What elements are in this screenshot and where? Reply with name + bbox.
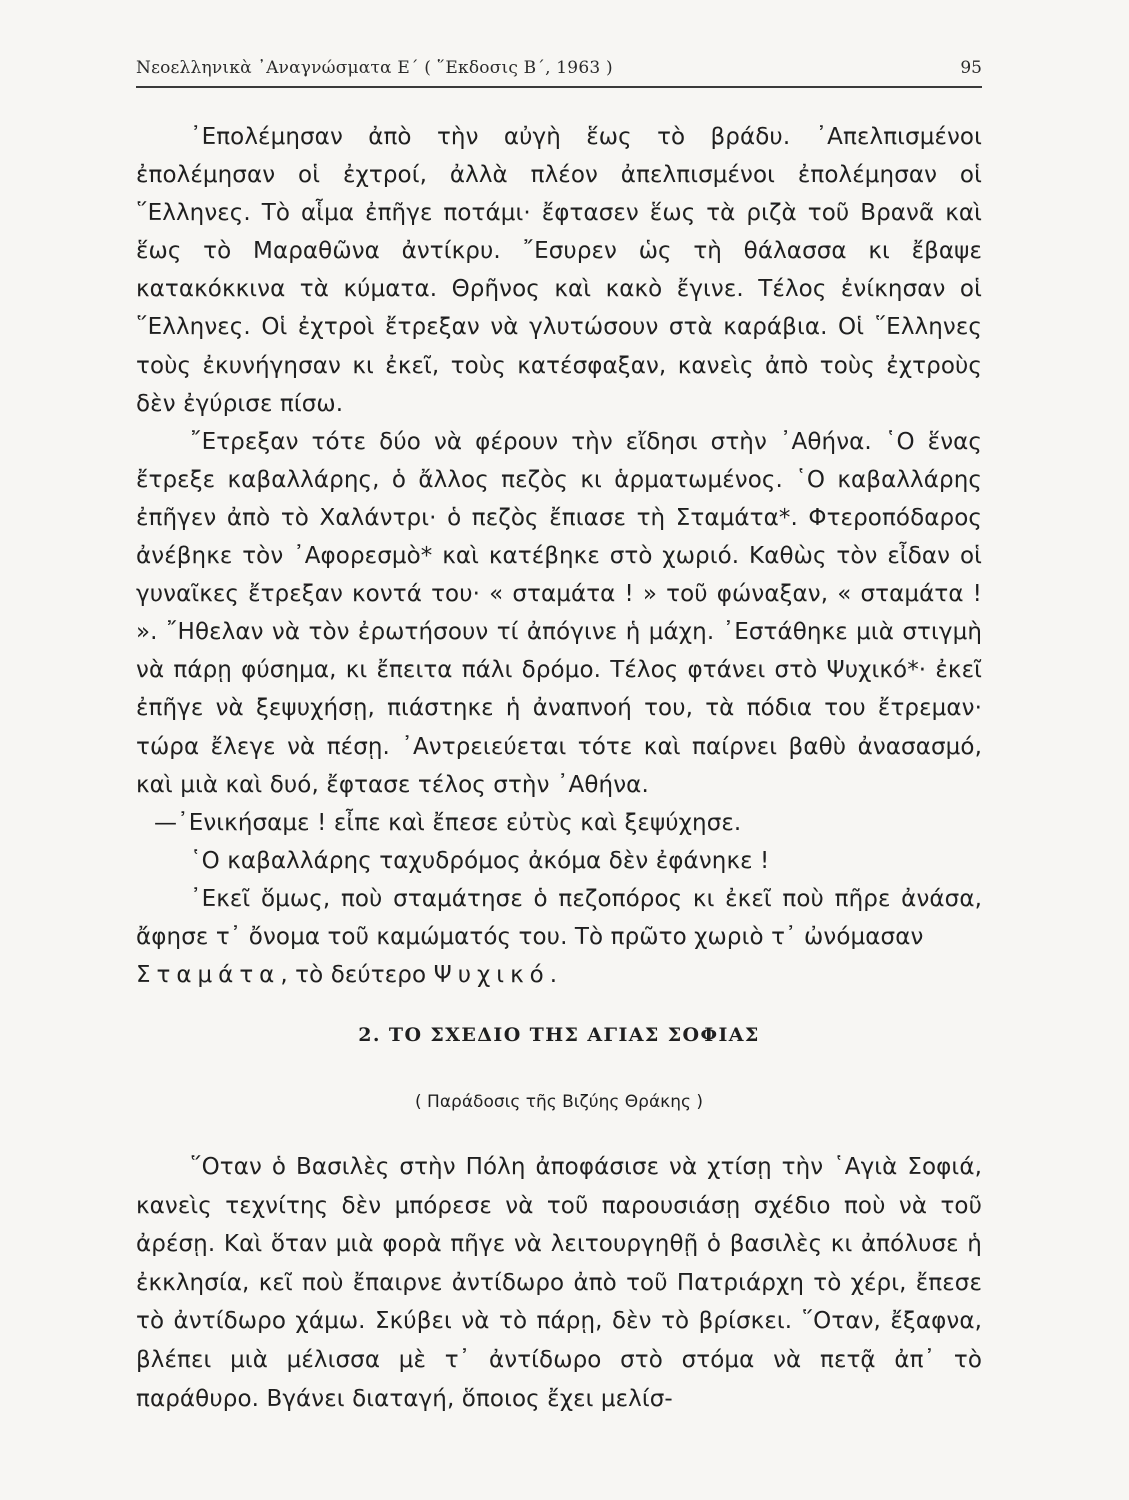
paragraph-runners: ῎Ετρεξαν τότε δύο νὰ φέρουν τὴν εἴδησι στὴν ᾿Αθήνα. ῾Ο ἕνας ἔτρεξε καβαλλάρης, ὁ ἄλλος πεζὸς κι ἁρματωμένος. ῾Ο καβαλλάρης ἐπῆγεν ἀπὸ τὸ Χαλάντρι· ὁ πεζὸς ἔπιασε τὴ Σταμάτα*. Φτεροπόδαρος ἀνέβηκε τὸν ᾿Αφορεσμὸ* καὶ κατέβηκε στὸ χωριό. Καθὼς τὸν εἶδαν οἱ γυναῖκες ἔτρεξαν κοντά του· « σταμάτα ! » τοῦ φώναξαν, « σταμάτα ! ». ῎Ηθελαν νὰ τὸν ἐρωτήσουν τί ἀπόγινε ἡ μάχη. ᾿Εστάθηκε μιὰ στιγμὴ νὰ πάρῃ φύσημα, κι ἔπειτα πάλι δρόμο. Τέλος φτάνει στὸ Ψυχικό*· ἐκεῖ ἐπῆγε νὰ ξεψυχήσῃ, πιάστηκε ἡ ἀναπνοή του, τὰ πόδια του ἔτρεμαν· τώρα ἔλεγε νὰ πέσῃ. ᾿Αντρειεύεται τότε καὶ παίρνει βαθὺ ἀνασασμό, καὶ μιὰ καὶ δυό, ἔφτασε τέλος στὴν ᾿Αθήνα. bbox=[136, 428, 982, 798]
paragraph-dialogue: —᾿Ενικήσαμε ! εἶπε καὶ ἔπεσε εὐτὺς καὶ ξεψύχησε. bbox=[154, 809, 742, 836]
page-number: 95 bbox=[960, 58, 982, 78]
place-name-stamata: Σταμάτα bbox=[136, 962, 281, 989]
paragraph-names-start: ᾿Εκεῖ ὅμως, ποὺ σταμάτησε ὁ πεζοπόρος κι ἐκεῖ ποὺ πῆρε ἀνάσα, ἄφησε τ᾿ ὄνομα τοῦ καμώματός του. Τὸ πρῶτο χωριὸ τ᾿ ὠνόμασαν bbox=[136, 885, 982, 950]
paragraph-names bbox=[136, 880, 982, 994]
place-name-psychiko: Ψυχικό bbox=[433, 962, 550, 989]
paragraph-hagia-sophia: ῞Οταν ὁ Βασιλὲς στὴν Πόλη ἀποφάσισε νὰ χτίσῃ τὴν ῾Αγιὰ Σοφιά, κανεὶς τεχνίτης δὲν μπόρεσε νὰ τοῦ παρουσιάσῃ σχέδιο ποὺ νὰ τοῦ ἀρέσῃ. Καὶ ὅταν μιὰ φορὰ πῆγε νὰ λειτουργηθῇ ὁ βασιλὲς κι ἀπόλυσε ἡ ἐκκλησία, κεῖ ποὺ ἔπαιρνε ἀντίδωρο ἀπὸ τοῦ Πατριάρχη τὸ χέρι, ἔπεσε τὸ ἀντίδωρο χάμω. Σκύβει νὰ τὸ πάρῃ, δὲν τὸ βρίσκει. ῞Οταν, ἔξαφνα, βλέπει μιὰ μέλισσα μὲ τ᾿ ἀντίδωρο στὸ στόμα νὰ πετᾷ ἀπ᾿ τὸ παράθυρο. Βγάνει διαταγή, ὅποιος ἔχει μελίσ- bbox=[136, 1154, 982, 1412]
section-2-subtitle: ( Παράδοσις τῆς Βιζύης Θράκης ) bbox=[415, 1092, 703, 1112]
section-1-body bbox=[136, 118, 982, 994]
paragraph-horseman: ῾Ο καβαλλάρης ταχυδρόμος ἀκόμα δὲν ἐφάνηκε ! bbox=[190, 847, 770, 874]
paragraph-names-mid: , τὸ δεύτερο bbox=[280, 962, 427, 989]
running-head bbox=[136, 58, 982, 84]
running-head-title: Νεοελληνικὰ ᾿Αναγνώσματα Ε΄ ( ῞Εκδοσις Β΄, 1963 ) bbox=[136, 58, 613, 78]
section-2-body bbox=[136, 1148, 982, 1418]
section-2-title: 2. ΤΟ ΣΧΕΔΙΟ ΤΗΣ ΑΓΙΑΣ ΣΟΦΙΑΣ bbox=[358, 1024, 760, 1046]
paragraph-battle: ᾿Επολέμησαν ἀπὸ τὴν αὐγὴ ἕως τὸ βράδυ. ᾿Απελπισμένοι ἐπολέμησαν οἱ ἐχτροί, ἀλλὰ πλέον ἀπελπισμένοι ἐπολέμησαν οἱ ῞Ελληνες. Τὸ αἷμα ἐπῆγε ποτάμι· ἔφτασεν ἕως τὰ ριζὰ τοῦ Βρανᾶ καὶ ἕως τὸ Μαραθῶνα ἀντίκρυ. ῎Εσυρεν ὡς τὴ θάλασσα κι ἔβαψε κατακόκκινα τὰ κύματα. Θρῆνος καὶ κακὸ ἔγινε. Τέλος ἐνίκησαν οἱ ῞Ελληνες. Οἱ ἐχτροὶ ἔτρεξαν νὰ γλυτώσουν στὰ καράβια. Οἱ ῞Ελληνες τοὺς ἐκυνήγησαν κι ἐκεῖ, τοὺς κατέσφαξαν, κανεὶς ἀπὸ τοὺς ἐχτροὺς δὲν ἐγύρισε πίσω. bbox=[136, 124, 982, 417]
paragraph-names-end: . bbox=[549, 962, 558, 989]
header-rule bbox=[136, 86, 982, 88]
